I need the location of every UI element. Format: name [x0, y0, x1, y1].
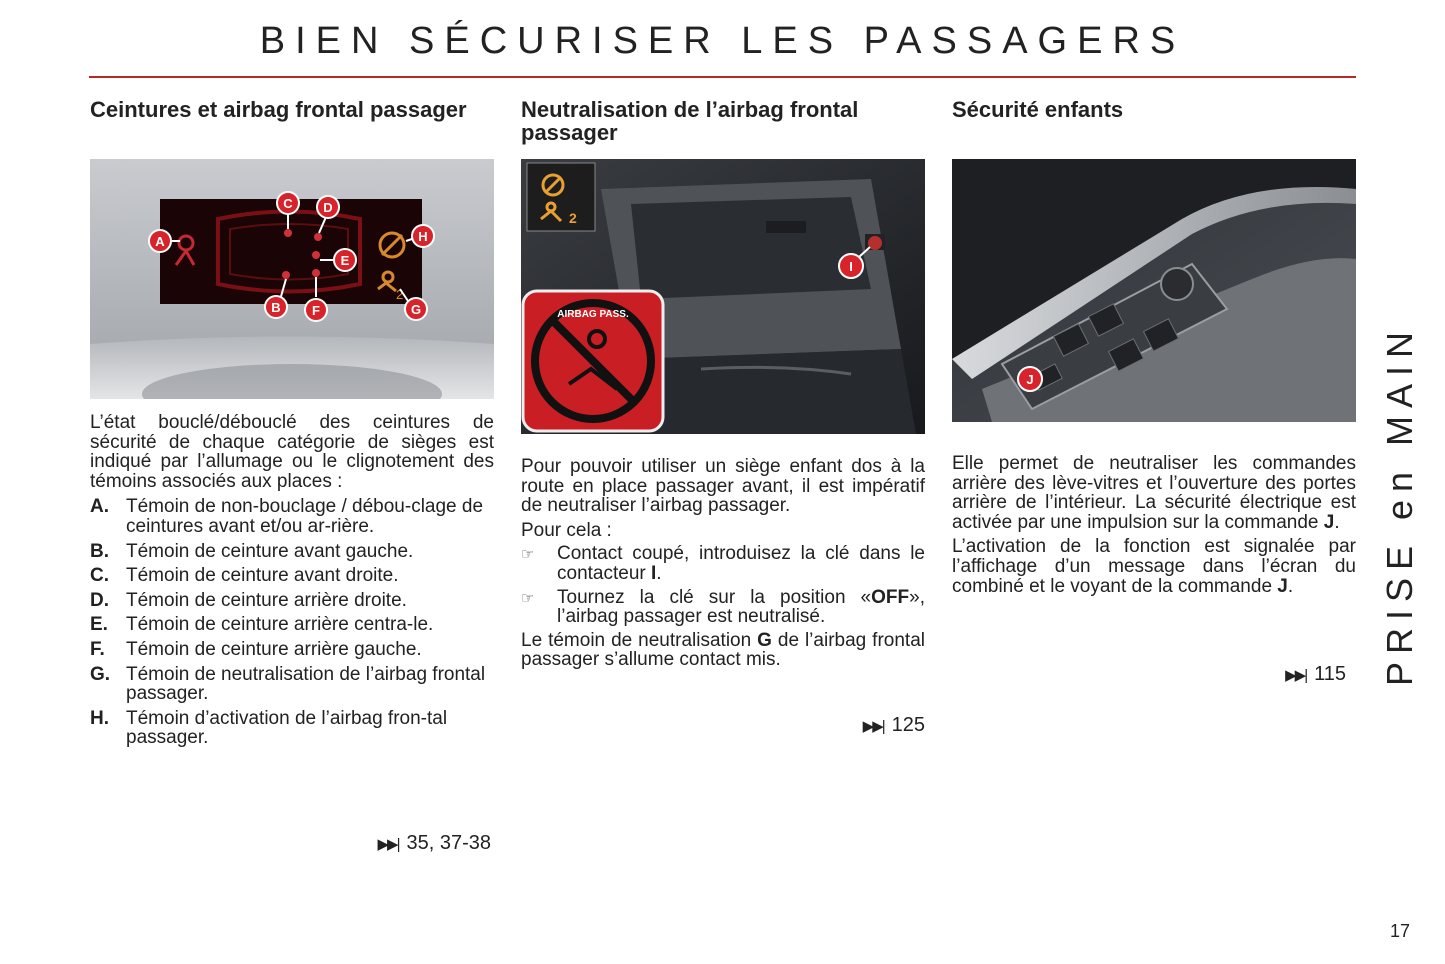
marker-H: H: [418, 229, 428, 244]
title-divider: [89, 76, 1356, 78]
pointing-hand-icon: ☞: [521, 589, 535, 607]
forward-arrow-icon: ▶▶|: [862, 718, 884, 735]
section-seatbelts: [90, 98, 494, 753]
page-number: 17: [1389, 921, 1411, 941]
legend-item: C. Témoin de ceinture avant droite.: [90, 565, 399, 587]
legend-item: B. Témoin de ceinture avant gauche.: [90, 540, 414, 562]
svg-text:2: 2: [569, 210, 577, 226]
svg-text:2: 2: [396, 287, 404, 302]
page-title: BIEN SÉCURISER LES PASSAGERS: [259, 20, 1186, 62]
seatbelt-indicator-figure: [90, 159, 494, 399]
section-heading-seatbelts: Ceintures et airbag frontal passager: [90, 97, 467, 122]
legend-item: E. Témoin de ceinture arrière centra-le.: [90, 614, 434, 636]
airbag-intro: Pour pouvoir utiliser un siège enfant dos à la route en place passager avant, il est impératif de neutraliser l’airbag passager.: [521, 456, 925, 517]
pointing-hand-icon: ☞: [521, 546, 535, 564]
airbag-procedure-lead: Pour cela :: [521, 519, 612, 541]
airbag-pass-sticker-label: AIRBAG PASS.: [557, 309, 629, 320]
legend-item: A. Témoin de non-bouclage / débou-clage de ceintures avant et/ou ar-rière.: [90, 496, 484, 537]
section-heading-child-safety: Sécurité enfants: [952, 97, 1124, 122]
marker-F: F: [312, 303, 320, 318]
airbag-indicator-note: Le témoin de neutralisation G de l’airbag frontal passager s’allume contact mis.: [521, 629, 925, 671]
marker-D: D: [323, 200, 333, 215]
marker-G: G: [410, 302, 422, 317]
marker-I: I: [849, 259, 853, 274]
airbag-step: ☞ Contact coupé, introduisez la clé dans le contacteur I.: [521, 543, 925, 584]
forward-arrow-icon: ▶▶|: [377, 836, 399, 853]
page-reference-airbag[interactable]: ▶▶| 125: [862, 714, 925, 736]
marker-J: J: [1026, 372, 1034, 387]
marker-E: E: [340, 253, 350, 268]
airbag-step: ☞ Tournez la clé sur la position «OFF», l’airbag passager est neutralisé.: [521, 586, 925, 628]
legend-item: G. Témoin de neutralisation de l’airbag frontal passager.: [90, 663, 486, 705]
page-reference-child-safety[interactable]: ▶▶| 115: [1285, 663, 1346, 685]
seatbelt-legend-list: [90, 497, 494, 748]
chapter-side-tab: PRISE en MAIN: [1379, 323, 1420, 687]
legend-item: F. Témoin de ceinture arrière gauche.: [90, 638, 422, 660]
marker-A: A: [155, 234, 165, 249]
section-airbag-neutralisation: [521, 98, 925, 670]
door-controls-figure: [952, 159, 1356, 422]
page-reference-seatbelts[interactable]: ▶▶| 35, 37-38: [377, 832, 491, 854]
legend-item: H. Témoin d’activation de l’airbag fron-tal passager.: [90, 707, 448, 749]
marker-C: C: [283, 196, 293, 211]
airbag-steps: [521, 544, 925, 626]
child-safety-activation-note: L’activation de la fonction est signalée par l’affichage d’un message dans l’écran du combiné et le voyant de la commande J.: [952, 536, 1356, 597]
seatbelt-intro: L’état bouclé/débouclé des ceintures de sécurité de chaque catégorie de sièges est indiqué par l’allumage ou le clignotement des témoins associés aux places :: [90, 412, 494, 492]
forward-arrow-icon: ▶▶|: [1285, 667, 1307, 684]
section-heading-airbag: Neutralisation de l’airbag frontal passager: [521, 97, 859, 145]
legend-item: D. Témoin de ceinture arrière droite.: [90, 589, 407, 611]
marker-B: B: [271, 300, 281, 315]
glovebox-airbag-figure: [521, 159, 925, 434]
section-child-safety: [952, 98, 1356, 596]
child-safety-description: Elle permet de neutraliser les commandes arrière des lève-vitres et l’ouverture des portes arrière de l’intérieur. La sécurité électrique est activée par une impulsion sur la commande J.: [952, 453, 1356, 533]
